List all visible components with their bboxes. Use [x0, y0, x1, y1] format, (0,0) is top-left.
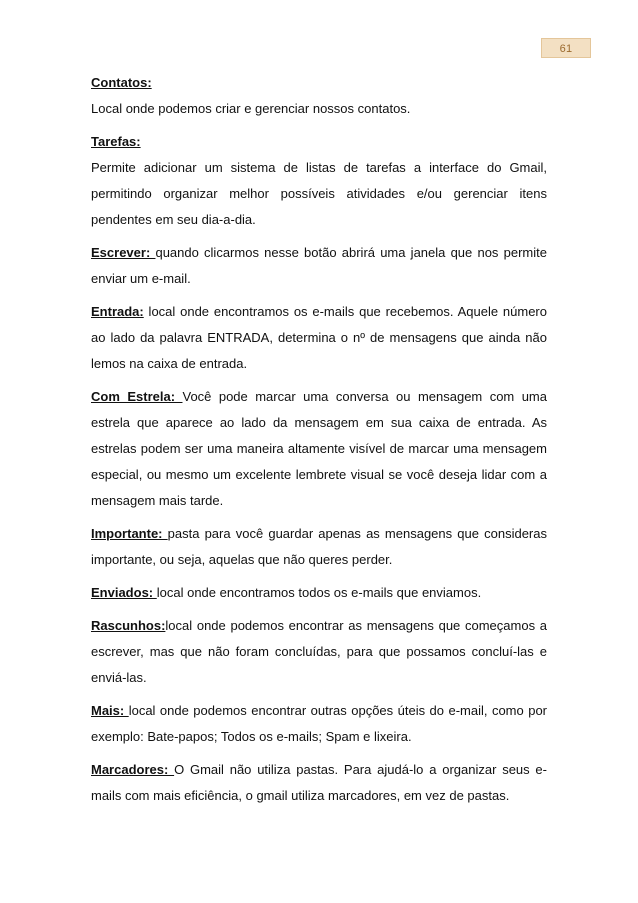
section-escrever — [91, 240, 547, 292]
section-text: local onde podemos encontrar as mensagens que começamos a escrever, mas que não foram concluídas, para que possamos concluí-las e enviá-las. — [91, 618, 547, 685]
section-mais — [91, 698, 547, 750]
section-text: pasta para você guardar apenas as mensagens que consideras importante, ou seja, aquelas que não queres perder. — [91, 526, 547, 567]
section-entrada — [91, 299, 547, 377]
section-marcadores — [91, 757, 547, 809]
section-text: local onde encontramos os e-mails que recebemos. Aquele número ao lado da palavra ENTRADA, determina o nº de mensagens que ainda não lemos na caixa de entrada. — [91, 304, 547, 371]
section-text: Permite adicionar um sistema de listas de tarefas a interface do Gmail, permitindo organizar melhor possíveis atividades e/ou gerenciar itens pendentes em seu dia-a-dia. — [91, 160, 547, 227]
section-heading: Contatos: — [91, 75, 152, 90]
section-com-estrela — [91, 384, 547, 514]
section-tarefas — [91, 129, 547, 233]
document-body — [91, 70, 547, 816]
section-heading: Marcadores: — [91, 762, 175, 777]
section-contatos — [91, 70, 547, 122]
section-text: Local onde podemos criar e gerenciar nossos contatos. — [91, 101, 411, 116]
section-text: quando clicarmos nesse botão abrirá uma janela que nos permite enviar um e-mail. — [91, 245, 547, 286]
section-text: O Gmail não utiliza pastas. Para ajudá-lo a organizar seus e-mails com mais eficiência, o gmail utiliza marcadores, em vez de pastas. — [91, 762, 547, 803]
section-heading: Entrada: — [91, 304, 144, 319]
section-heading: Tarefas: — [91, 134, 141, 149]
section-text: local onde podemos encontrar outras opções úteis do e-mail, como por exemplo: Bate-papos; Todos os e-mails; Spam e lixeira. — [91, 703, 547, 744]
section-text: Você pode marcar uma conversa ou mensagem com uma estrela que aparece ao lado da mensagem em sua caixa de entrada. As estrelas podem ser uma maneira altamente visível de marcar uma mensagem especial, ou mesmo um excelente lembrete visual se você deseja lidar com a mensagem mais tarde. — [91, 389, 547, 508]
section-heading: Escrever: — [91, 245, 156, 260]
section-heading: Rascunhos: — [91, 618, 166, 633]
section-enviados — [91, 580, 547, 606]
section-heading: Com Estrela: — [91, 389, 183, 404]
section-text: local onde encontramos todos os e-mails que enviamos. — [156, 585, 482, 600]
section-importante — [91, 521, 547, 573]
section-heading: Enviados: — [91, 585, 157, 600]
page-number-badge: 61 — [541, 38, 591, 58]
section-rascunhos — [91, 613, 547, 691]
section-heading: Mais: — [91, 703, 129, 718]
section-heading: Importante: — [91, 526, 168, 541]
